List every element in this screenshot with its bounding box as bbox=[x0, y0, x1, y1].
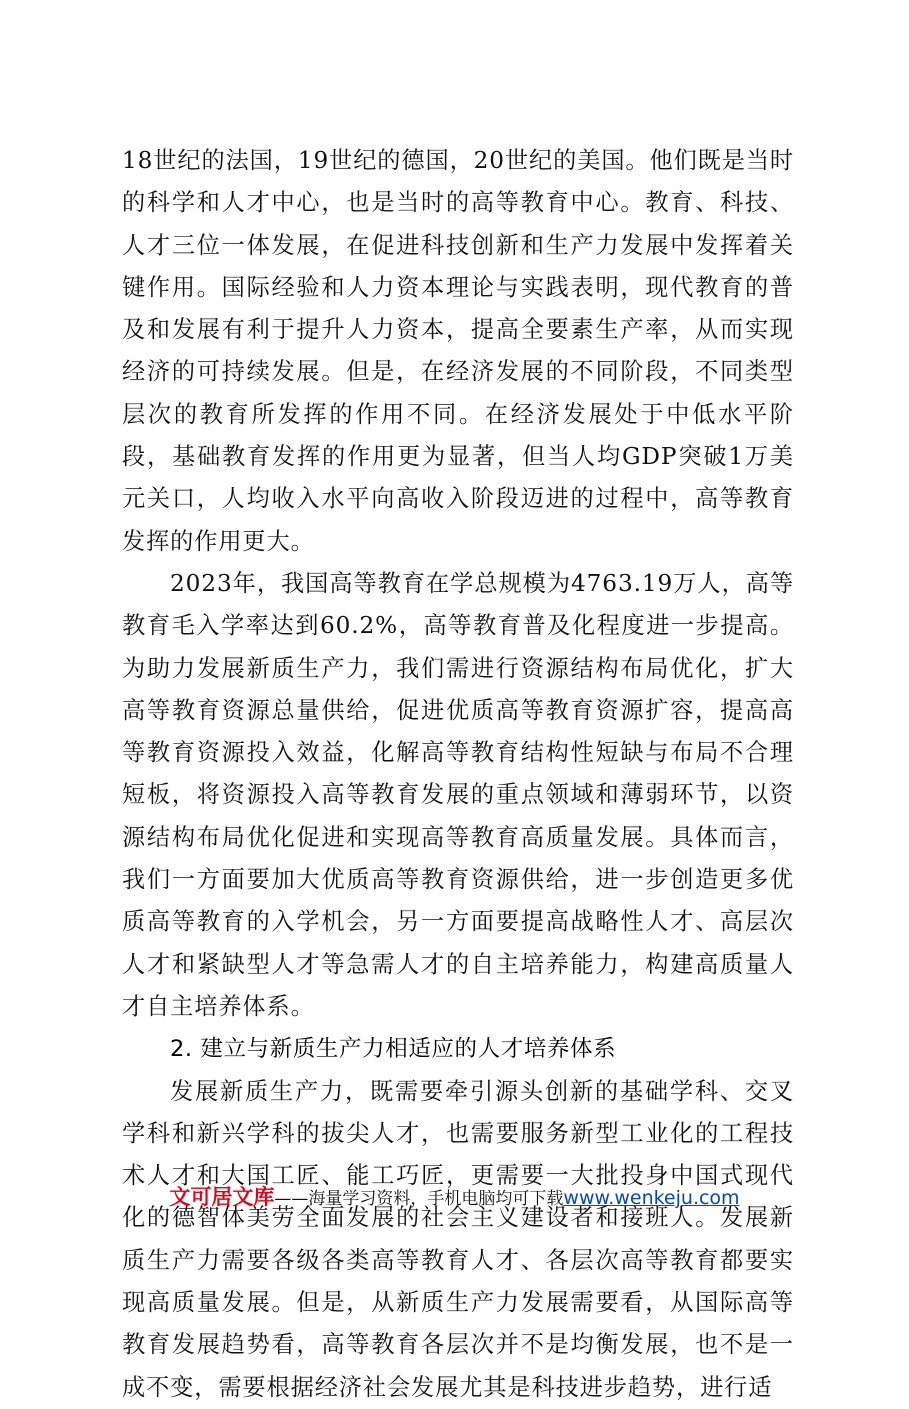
document-body bbox=[122, 140, 794, 1409]
body-paragraph-section: 发展新质生产力，既需要牵引源头创新的基础学科、交叉学科和新兴学科的拔尖人才，也需要服务新型工业化的工程技术人才和大国工匠、能工巧匠，更需要一大批投身中国式现代化的德智体美劳全面发展的社会主义建设者和接班人。发展新质生产力需要各级各类高等教育人才、各层次高等教育都要实现高质量发展。但是，从新质生产力发展需要看，从国际高等教育发展趋势看，高等教育各层次并不是均衡发展，也不是一成不变，需要根据经济社会发展尤其是科技进步趋势，进行适 bbox=[122, 1077, 794, 1401]
footer-tagline: ——海量学习资料，手机电脑均可下载 bbox=[274, 1189, 564, 1209]
footer-site-link[interactable]: www.wenkeju.com bbox=[563, 1187, 740, 1209]
section-heading: 2. 建立与新质生产力相适应的人才培养体系 bbox=[170, 1036, 617, 1063]
footer-brand: 文可居文库 bbox=[169, 1185, 275, 1209]
body-paragraph-statistics: 2023年，我国高等教育在学总规模为4763.19万人，高等教育毛入学率达到60.2%，高等教育普及化程度进一步提高。为助力发展新质生产力，我们需进行资源结构布局优化，扩大高等教育资源总量供给，促进优质高等教育资源扩容，提高高等教育资源投入效益，化解高等教育结构性短缺与布局不合理短板，将资源投入高等教育发展的重点领域和薄弱环节，以资源结构布局优化促进和实现高等教育高质量发展。具体而言，我们一方面要加大优质高等教育资源供给，进一步创造更多优质高等教育的入学机会，另一方面要提高战略性人才、高层次人才和紧缺型人才等急需人才的自主培养能力，构建高质量人才自主培养体系。 bbox=[122, 569, 794, 1020]
page-footer bbox=[0, 1181, 909, 1211]
body-paragraph-continued: 18世纪的法国，19世纪的德国，20世纪的美国。他们既是当时的科学和人才中心，也是当时的高等教育中心。教育、科技、人才三位一体发展，在促进科技创新和生产力发展中发挥着关键作用。国际经验和人力资本理论与实践表明，现代教育的普及和发展有利于提升人力资本，提高全要素生产率，从而实现经济的可持续发展。但是，在经济发展的不同阶段，不同类型层次的教育所发挥的作用不同。在经济发展处于中低水平阶段，基础教育发挥的作用更为显著，但当人均GDP突破1万美元关口，人均收入水平向高收入阶段迈进的过程中，高等教育发挥的作用更大。 bbox=[122, 147, 795, 555]
